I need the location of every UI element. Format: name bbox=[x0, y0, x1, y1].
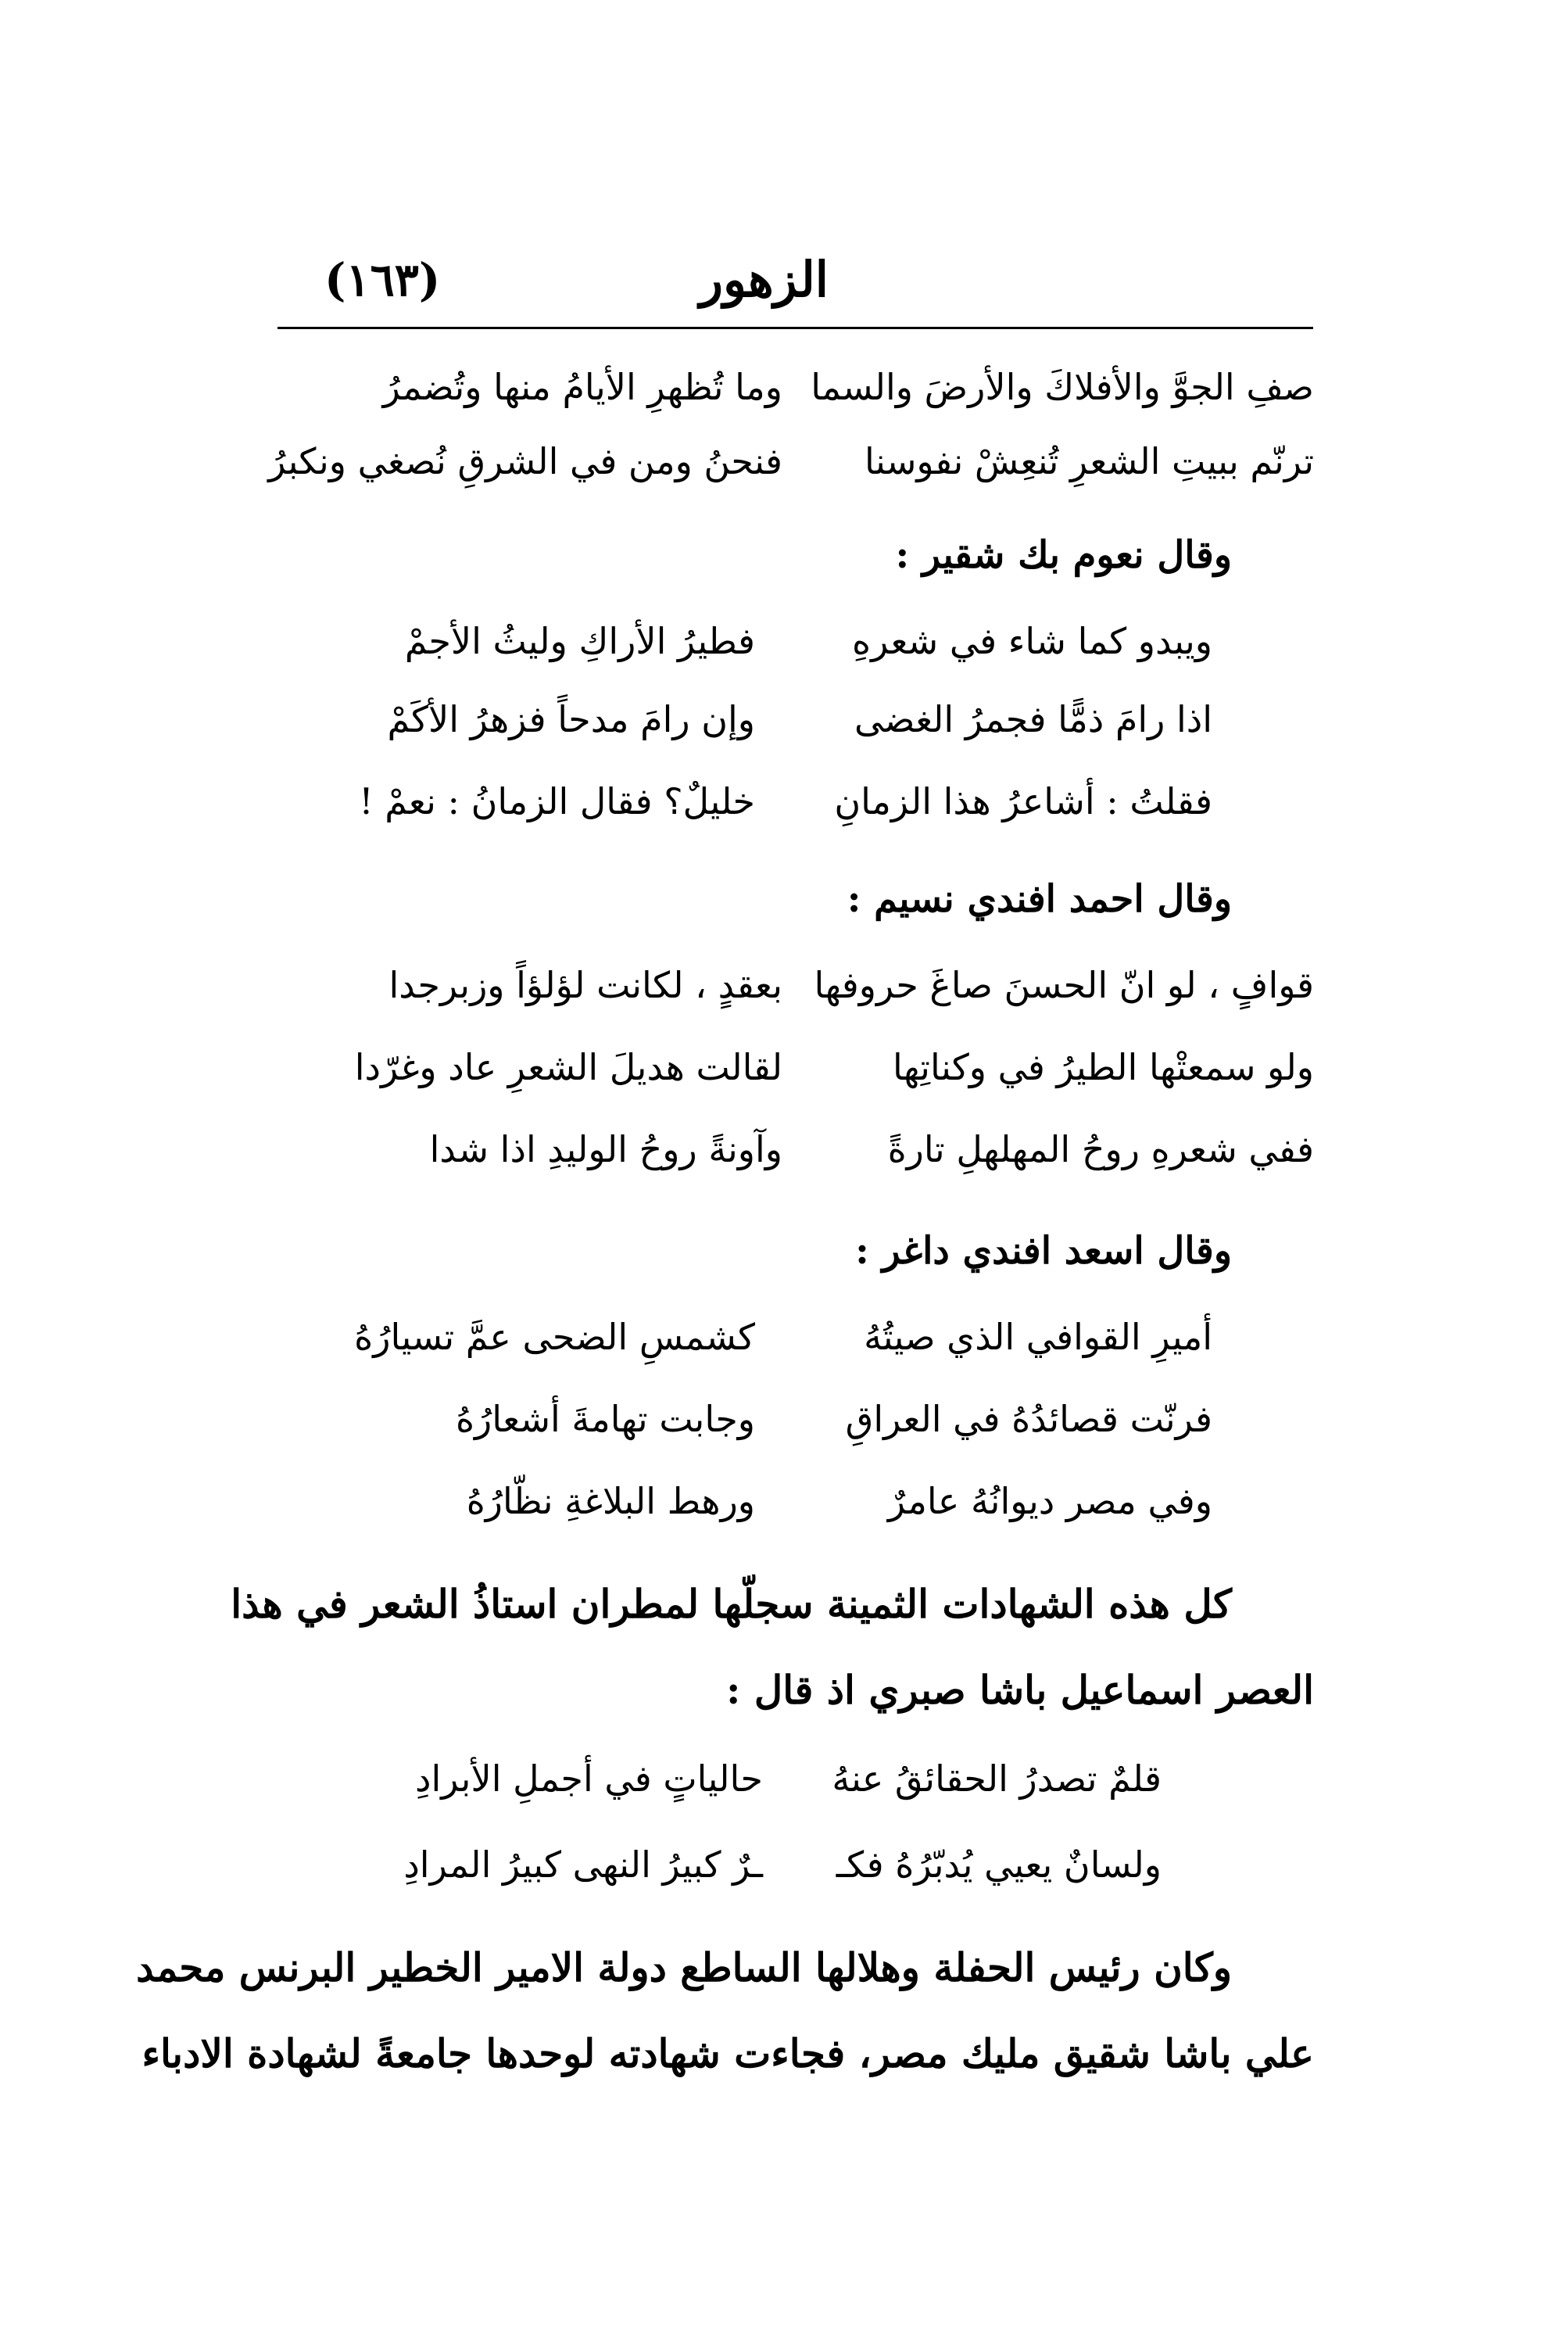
poem-introduction: وقال اسعد افندي داغر : bbox=[855, 1229, 1232, 1273]
poem-introduction: وقال نعوم بك شقير : bbox=[895, 533, 1232, 577]
verse-second-hemistich: خليلٌ؟ فقال الزمانُ : نعمْ ! bbox=[359, 780, 755, 822]
verse-second-hemistich: فنحنُ ومن في الشرقِ نُصغي ونكبرُ bbox=[268, 440, 782, 482]
verse-first-hemistich: أميرِ القوافي الذي صيتُهُ bbox=[864, 1316, 1212, 1358]
prose-line: العصر اسماعيل باشا صبري اذ قال : bbox=[726, 1667, 1314, 1713]
verse-first-hemistich: قوافٍ ، لو انّ الحسنَ صاغَ حروفها bbox=[814, 964, 1314, 1006]
verse-second-hemistich: ورهط البلاغةِ نظّارُهُ bbox=[466, 1480, 755, 1522]
verse-second-hemistich: كشمسِ الضحى عمَّ تسيارُهُ bbox=[354, 1316, 755, 1358]
verse-first-hemistich: فقلتُ : أشاعرُ هذا الزمانِ bbox=[834, 780, 1212, 822]
running-header bbox=[277, 242, 1313, 317]
verse-first-hemistich: ولسانٌ يعيي يُدبّرُهُ فكـ bbox=[836, 1843, 1162, 1886]
verse-first-hemistich: ولو سمعتْها الطيرُ في وكناتِها bbox=[892, 1046, 1314, 1088]
verse-second-hemistich: ـرٌ كبيرُ النهى كبيرُ المرادِ bbox=[403, 1843, 763, 1886]
verse-second-hemistich: فطيرُ الأراكِ وليثُ الأجمْ bbox=[404, 620, 755, 662]
verse-first-hemistich: صفِ الجوَّ والأفلاكَ والأرضَ والسما bbox=[811, 366, 1314, 408]
header-rule bbox=[277, 327, 1313, 329]
verse-second-hemistich: لقالت هديلَ الشعرِ عاد وغرّدا bbox=[354, 1046, 782, 1088]
verse-second-hemistich: وجابت تهامةَ أشعارُهُ bbox=[455, 1398, 755, 1440]
verse-first-hemistich: ويبدو كما شاء في شعرهِ bbox=[852, 620, 1212, 662]
verse-second-hemistich: بعقدٍ ، لكانت لؤلؤاً وزبرجدا bbox=[388, 964, 782, 1006]
verse-first-hemistich: فرنّت قصائدُهُ في العراقِ bbox=[845, 1398, 1212, 1440]
verse-first-hemistich: ففي شعرهِ روحُ المهلهلِ تارةً bbox=[887, 1128, 1314, 1170]
journal-title: الزهور bbox=[700, 251, 829, 308]
verse-second-hemistich: حالياتٍ في أجملِ الأبرادِ bbox=[415, 1757, 763, 1800]
verse-first-hemistich: وفي مصر ديوانُهُ عامرٌ bbox=[887, 1480, 1212, 1522]
verse-second-hemistich: وإن رامَ مدحاً فزهرُ الأكَمْ bbox=[387, 698, 755, 740]
poem-introduction: وقال احمد افندي نسيم : bbox=[847, 877, 1232, 921]
prose-line: كل هذه الشهادات الثمينة سجلّها لمطران استاذُ الشعر في هذا bbox=[231, 1581, 1232, 1627]
verse-second-hemistich: وما تُظهرِ الأيامُ منها وتُضمرُ bbox=[382, 366, 782, 408]
verse-first-hemistich: قلمٌ تصدرُ الحقائقُ عنهُ bbox=[832, 1757, 1162, 1800]
verse-first-hemistich: ترنّم ببيتِ الشعرِ تُنعِشْ نفوسنا bbox=[864, 440, 1314, 482]
verse-first-hemistich: اذا رامَ ذمًّا فجمرُ الغضى bbox=[854, 698, 1212, 740]
prose-line: علي باشا شقيق مليك مصر، فجاءت شهادته لوحدها جامعةً لشهادة الادباء bbox=[141, 2030, 1314, 2076]
prose-line: وكان رئيس الحفلة وهلالها الساطع دولة الامير الخطير البرنس محمد bbox=[136, 1944, 1232, 1990]
verse-second-hemistich: وآونةً روحُ الوليدِ اذا شدا bbox=[429, 1128, 782, 1170]
page-number: (١٦٣) bbox=[324, 253, 441, 306]
